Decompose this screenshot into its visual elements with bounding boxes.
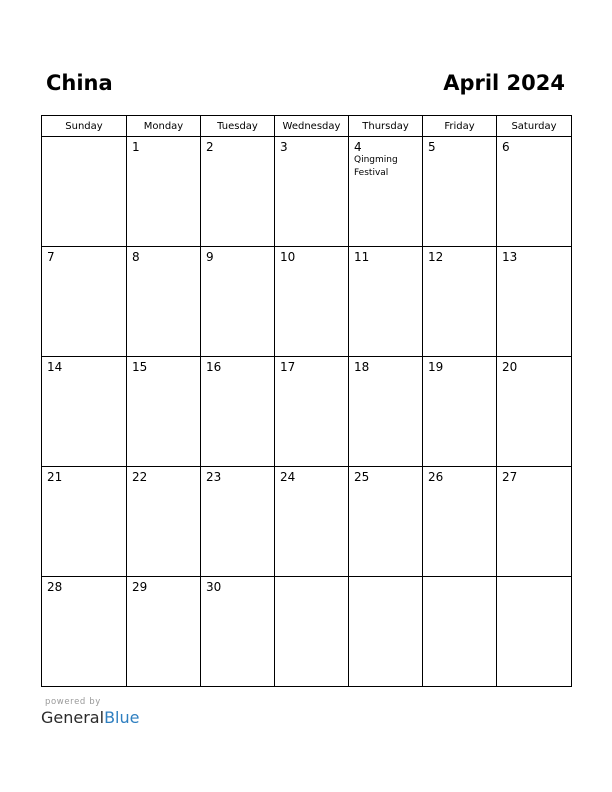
week-row — [42, 247, 572, 357]
day-number: 22 — [132, 470, 148, 484]
day-number — [423, 577, 496, 594]
day-number: 10 — [280, 250, 296, 264]
day-number: 27 — [502, 470, 518, 484]
day-cell — [201, 577, 275, 687]
day-cell — [349, 137, 423, 247]
day-cell — [423, 357, 497, 467]
day-number: 6 — [502, 140, 510, 154]
day-cell — [423, 247, 497, 357]
day-cell — [497, 247, 572, 357]
day-cell — [42, 247, 127, 357]
day-number: 16 — [206, 360, 222, 374]
day-cell — [349, 467, 423, 577]
day-number: 3 — [280, 140, 288, 154]
day-cell — [349, 357, 423, 467]
day-cell — [349, 577, 423, 687]
day-cell — [349, 247, 423, 357]
day-number: 19 — [428, 360, 444, 374]
day-cell — [42, 357, 127, 467]
brand-general-text: General — [41, 708, 105, 727]
generalblue-logo[interactable] — [41, 708, 139, 728]
day-cell — [275, 577, 349, 687]
day-number: 24 — [280, 470, 296, 484]
day-number: 20 — [502, 360, 518, 374]
day-number: 17 — [280, 360, 296, 374]
day-cell — [127, 247, 201, 357]
brand-blue-text: Blue — [104, 708, 140, 727]
day-number: 11 — [354, 250, 370, 264]
day-number: 2 — [206, 140, 214, 154]
weekday-thursday: Thursday — [349, 116, 423, 137]
powered-by-text: powered by — [45, 697, 101, 707]
day-number: 26 — [428, 470, 444, 484]
weekday-friday: Friday — [423, 116, 497, 137]
month-year-title: April 2024 — [443, 71, 565, 95]
weekday-sunday: Sunday — [42, 116, 127, 137]
day-number: 18 — [354, 360, 370, 374]
day-cell — [42, 137, 127, 247]
day-cell — [127, 137, 201, 247]
day-number: 12 — [428, 250, 444, 264]
day-number: 23 — [206, 470, 222, 484]
weekday-tuesday: Tuesday — [201, 116, 275, 137]
day-number: 1 — [132, 140, 140, 154]
day-cell — [201, 467, 275, 577]
day-cell — [497, 467, 572, 577]
day-cell — [42, 467, 127, 577]
day-number — [497, 577, 571, 594]
day-cell — [423, 137, 497, 247]
day-number: 5 — [428, 140, 436, 154]
day-cell — [275, 467, 349, 577]
weekday-header-row — [42, 116, 572, 137]
day-cell — [423, 467, 497, 577]
day-cell — [497, 137, 572, 247]
day-cell — [201, 247, 275, 357]
day-cell — [275, 357, 349, 467]
week-row — [42, 137, 572, 247]
day-cell — [127, 577, 201, 687]
day-number: 13 — [502, 250, 518, 264]
day-cell — [127, 467, 201, 577]
day-cell — [423, 577, 497, 687]
day-number: 25 — [354, 470, 370, 484]
day-cell — [497, 357, 572, 467]
day-number: 29 — [132, 580, 148, 594]
day-number — [42, 137, 126, 154]
day-cell — [201, 137, 275, 247]
day-cell — [201, 357, 275, 467]
day-cell — [127, 357, 201, 467]
week-row — [42, 357, 572, 467]
weekday-wednesday: Wednesday — [275, 116, 349, 137]
day-cell — [275, 247, 349, 357]
day-cell — [497, 577, 572, 687]
country-title: China — [46, 71, 113, 95]
week-row — [42, 467, 572, 577]
day-number: 9 — [206, 250, 214, 264]
day-number: 7 — [47, 250, 55, 264]
day-number: 28 — [47, 580, 63, 594]
day-number: 30 — [206, 580, 222, 594]
day-cell — [42, 577, 127, 687]
day-number: 8 — [132, 250, 140, 264]
weekday-saturday: Saturday — [497, 116, 572, 137]
weekday-monday: Monday — [127, 116, 201, 137]
day-number: 21 — [47, 470, 63, 484]
day-number: 15 — [132, 360, 148, 374]
holiday-label: Qingming Festival — [354, 155, 398, 178]
calendar-grid — [41, 115, 572, 687]
day-cell — [275, 137, 349, 247]
day-number: 4 — [354, 140, 362, 154]
day-number — [349, 577, 422, 594]
day-number: 14 — [47, 360, 63, 374]
day-number — [275, 577, 348, 594]
week-row — [42, 577, 572, 687]
